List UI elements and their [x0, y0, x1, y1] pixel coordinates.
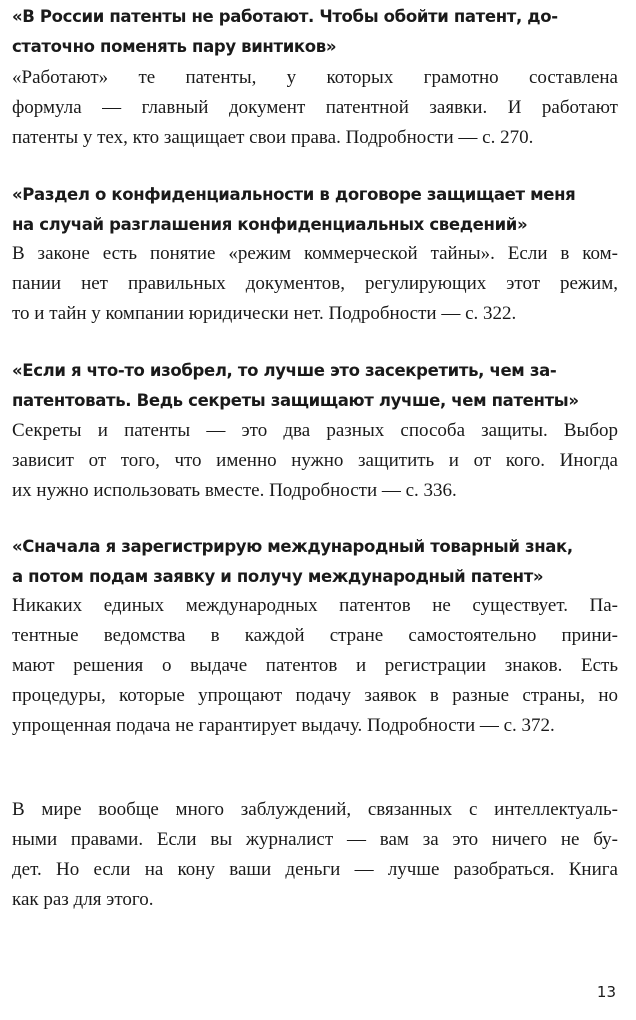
body-line: В законе есть понятие «режим коммерческой тайны». Если в ком- [12, 243, 618, 264]
myth-1-heading [12, 2, 618, 62]
body-line: Никаких единых международных патентов не существует. Па- [12, 595, 618, 616]
body-line: формула — главный документ патентной заявки. И работают [12, 97, 618, 118]
body-line: зависит от того, что именно нужно защитить и от кого. Иногда [12, 450, 618, 471]
body-line: В мире вообще много заблуждений, связанных с интеллектуаль- [12, 799, 618, 820]
heading-line: «Если я что-то изобрел, то лучше это засекретить, чем за- [12, 361, 557, 380]
body-line: ными правами. Если вы журналист — вам за это ничего не бу- [12, 829, 618, 850]
myth-3-body [12, 416, 618, 506]
body-line: то и тайн у компании юридически нет. Подробности — с. 322. [12, 303, 517, 324]
heading-line: а потом подам заявку и получу международный патент» [12, 567, 544, 586]
myth-2-heading [12, 180, 618, 240]
heading-line: «Сначала я зарегистрирую международный товарный знак, [12, 537, 573, 556]
heading-line: «В России патенты не работают. Чтобы обойти патент, до- [12, 7, 558, 26]
body-line: их нужно использовать вместе. Подробности — с. 336. [12, 480, 457, 501]
myth-1-body [12, 63, 618, 153]
body-line: упрощенная подача не гарантирует выдачу. Подробности — с. 372. [12, 715, 555, 736]
myth-4-heading [12, 532, 618, 592]
heading-line: статочно поменять пару винтиков» [12, 37, 337, 56]
myth-3-heading [12, 356, 618, 416]
body-line: как раз для этого. [12, 889, 154, 910]
heading-line: патентовать. Ведь секреты защищают лучше, чем патенты» [12, 391, 579, 410]
closing-paragraph [12, 795, 618, 915]
body-line: пании нет правильных документов, регулирующих этот режим, [12, 273, 618, 294]
myth-4-body [12, 591, 618, 741]
body-line: патенты у тех, кто защищает свои права. Подробности — с. 270. [12, 127, 534, 148]
body-line: процедуры, которые упрощают подачу заявок в разные страны, но [12, 685, 618, 706]
body-line: мают решения о выдаче патентов и регистрации знаков. Есть [12, 655, 618, 676]
heading-line: на случай разглашения конфиденциальных сведений» [12, 215, 528, 234]
page-number: 13 [596, 983, 616, 1001]
body-line: Секреты и патенты — это два разных способа защиты. Выбор [12, 420, 618, 441]
heading-line: «Раздел о конфиденциальности в договоре защищает меня [12, 185, 576, 204]
body-line: дет. Но если на кону ваши деньги — лучше разобраться. Книга [12, 859, 618, 880]
body-line: тентные ведомства в каждой стране самостоятельно прини- [12, 625, 618, 646]
myth-2-body [12, 239, 618, 329]
body-line: «Работают» те патенты, у которых грамотно составлена [12, 67, 618, 88]
